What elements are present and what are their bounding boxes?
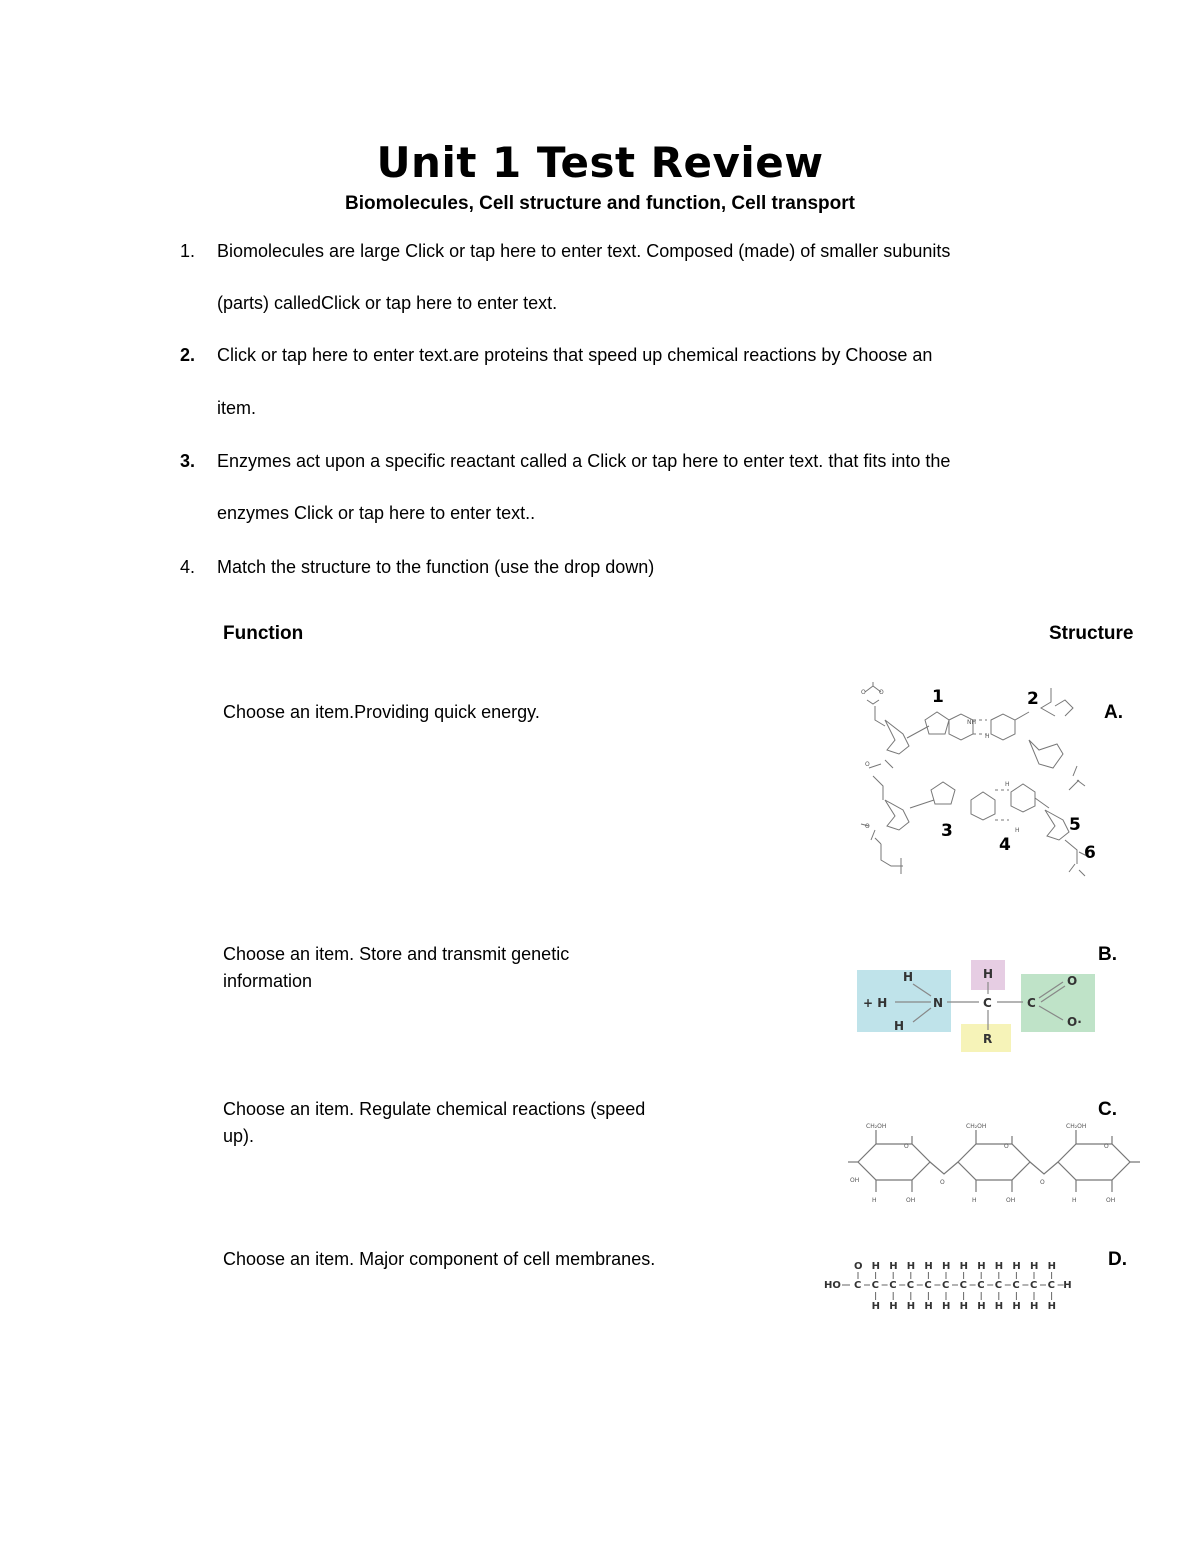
function-header: Function xyxy=(223,623,304,644)
fatty-hydrogen: H xyxy=(924,1301,933,1312)
function-item-b: Choose an item. Store and transmit genetic information xyxy=(223,944,570,991)
sugar-label: O xyxy=(1104,1143,1109,1150)
text-entry-control[interactable]: Click or tap here to enter text. xyxy=(405,241,642,261)
question-number: 1. xyxy=(180,241,196,261)
dna-structure-figure xyxy=(855,680,1105,890)
dna-number-2: 2 xyxy=(1027,689,1039,709)
fatty-hydrogen: H xyxy=(1063,1280,1072,1291)
amine-h-bottom: H xyxy=(894,1019,905,1033)
sugar-label: CH₂OH xyxy=(966,1123,987,1130)
question-line: enzymes Click or tap here to enter text.. xyxy=(217,503,536,523)
sugar-label: O xyxy=(904,1143,909,1150)
sugar-label: OH xyxy=(906,1197,916,1204)
svg-text:NH: NH xyxy=(967,719,976,726)
svg-text:H: H xyxy=(1015,827,1020,834)
svg-text:O: O xyxy=(865,761,870,768)
sugar-label: CH₂OH xyxy=(1066,1123,1087,1130)
fatty-oxygen: O xyxy=(854,1261,863,1272)
question-line: Match the structure to the function (use the drop down) xyxy=(217,557,655,577)
page-subtitle: Biomolecules, Cell structure and function, Cell transport xyxy=(345,193,855,214)
dropdown-control[interactable]: Choose an item. xyxy=(223,944,355,964)
fatty-hydrogen: H xyxy=(871,1301,880,1312)
sugar-label: OH xyxy=(850,1177,860,1184)
fatty-ho-label: HO xyxy=(824,1280,841,1291)
fatty-carbon: C xyxy=(854,1280,862,1291)
fatty-carbon: C xyxy=(1012,1280,1020,1291)
fatty-hydrogen: H xyxy=(871,1261,880,1272)
sugar-label: O xyxy=(940,1179,945,1186)
fatty-hydrogen: H xyxy=(924,1261,933,1272)
fatty-hydrogen: H xyxy=(977,1301,986,1312)
fatty-carbon: C xyxy=(871,1280,879,1291)
fatty-hydrogen: H xyxy=(959,1261,968,1272)
fatty-carbon: C xyxy=(1047,1280,1055,1291)
fatty-hydrogen: H xyxy=(942,1301,951,1312)
structure-letter-d: D. xyxy=(1108,1249,1127,1270)
fatty-carbon: C xyxy=(906,1280,915,1291)
dropdown-control[interactable]: Choose an item. xyxy=(223,1099,355,1119)
question-number: 2. xyxy=(180,345,196,365)
function-item-d: Choose an item. Major component of cell membranes. xyxy=(223,1249,656,1269)
dna-number-4: 4 xyxy=(999,835,1011,855)
question-line: Enzymes act upon a specific reactant called a Click or tap here to enter text. that fits into the xyxy=(217,451,951,471)
svg-text:O: O xyxy=(865,823,870,830)
fatty-hydrogen: H xyxy=(994,1261,1004,1272)
amine-plus-h: + H xyxy=(863,996,888,1010)
fatty-carbon: C xyxy=(1030,1280,1038,1291)
question-number: 4. xyxy=(180,557,196,577)
text-entry-control[interactable]: Click or tap here to enter text. xyxy=(321,293,558,313)
dna-number-3: 3 xyxy=(941,821,953,841)
structure-header: Structure xyxy=(1049,623,1134,644)
fatty-acid-figure xyxy=(820,1258,1075,1314)
fatty-hydrogen: H xyxy=(906,1261,916,1272)
dna-number-6: 6 xyxy=(1084,843,1096,863)
text-entry-control[interactable]: Click or tap here to enter text. xyxy=(294,503,531,523)
dropdown-control[interactable]: Choose an xyxy=(845,345,933,365)
amino-acid-figure xyxy=(855,958,1100,1053)
dropdown-control[interactable]: Choose an item. xyxy=(223,702,355,722)
structure-letter-b: B. xyxy=(1098,944,1117,965)
sugar-label: OH xyxy=(1006,1197,1016,1204)
polysaccharide-figure xyxy=(848,1120,1148,1210)
text-entry-control[interactable]: Click or tap here to enter text. xyxy=(587,451,824,471)
fatty-carbon: C xyxy=(889,1280,897,1291)
fatty-hydrogen: H xyxy=(994,1301,1004,1312)
r-group-label: R xyxy=(983,1032,993,1046)
alpha-carbon: C xyxy=(983,996,992,1010)
sugar-label: H xyxy=(872,1197,877,1204)
amine-h-top: H xyxy=(903,970,914,984)
svg-text:O: O xyxy=(879,689,884,696)
question-line: Biomolecules are large Click or tap here to enter text. Composed (made) of smaller subunits xyxy=(217,241,951,261)
text-entry-control[interactable]: Click or tap here to enter text. xyxy=(217,345,454,365)
amine-n: N xyxy=(933,996,944,1010)
fatty-hydrogen: H xyxy=(906,1301,916,1312)
carboxyl-c: C xyxy=(1027,996,1036,1010)
svg-text:H: H xyxy=(1005,781,1010,788)
function-item-c: Choose an item. Regulate chemical reactions (speed up). xyxy=(223,1099,646,1146)
fatty-carbon: C xyxy=(924,1280,932,1291)
dropdown-control-continued[interactable]: item. xyxy=(217,398,257,418)
structure-letter-c: C. xyxy=(1098,1099,1117,1120)
page-title: Unit 1 Test Review xyxy=(376,138,824,187)
fatty-hydrogen: H xyxy=(889,1261,898,1272)
fatty-hydrogen: H xyxy=(1012,1261,1021,1272)
question-line: (parts) calledClick or tap here to enter text. xyxy=(217,293,558,313)
fatty-hydrogen: H xyxy=(1030,1301,1039,1312)
carboxyl-o-minus: O· xyxy=(1067,1015,1082,1029)
fatty-carbon: C xyxy=(994,1280,1003,1291)
sugar-label: O xyxy=(1040,1179,1045,1186)
question-line: Click or tap here to enter text.are proteins that speed up chemical reactions by Choose an xyxy=(217,345,933,365)
fatty-hydrogen: H xyxy=(1012,1301,1021,1312)
fatty-hydrogen: H xyxy=(977,1261,986,1272)
sugar-label: H xyxy=(972,1197,977,1204)
svg-text:H: H xyxy=(985,733,990,740)
sugar-label: H xyxy=(1072,1197,1077,1204)
dropdown-control[interactable]: Choose an item. xyxy=(223,1249,355,1269)
sugar-label: CH₂OH xyxy=(866,1123,887,1130)
fatty-carbon: C xyxy=(977,1280,985,1291)
atom-labels xyxy=(861,689,1020,834)
alpha-h: H xyxy=(983,967,994,981)
sugar-label: OH xyxy=(1106,1197,1116,1204)
dna-number-5: 5 xyxy=(1069,815,1081,835)
dna-number-1: 1 xyxy=(932,687,944,707)
fatty-hydrogen: H xyxy=(1030,1261,1039,1272)
fatty-hydrogen: H xyxy=(1047,1261,1056,1272)
fatty-hydrogen: H xyxy=(959,1301,968,1312)
fatty-hydrogen: H xyxy=(889,1301,898,1312)
carboxyl-o: O xyxy=(1067,974,1078,988)
question-number: 3. xyxy=(180,451,196,471)
structure-letter-a: A. xyxy=(1104,702,1123,723)
fatty-hydrogen: H xyxy=(1047,1301,1056,1312)
fatty-carbon: C xyxy=(942,1280,950,1291)
function-item-a: Choose an item.Providing quick energy. xyxy=(223,702,540,722)
svg-text:O: O xyxy=(861,689,866,696)
fatty-carbon: C xyxy=(959,1280,967,1291)
fatty-hydrogen: H xyxy=(942,1261,951,1272)
sugar-label: O xyxy=(1004,1143,1009,1150)
